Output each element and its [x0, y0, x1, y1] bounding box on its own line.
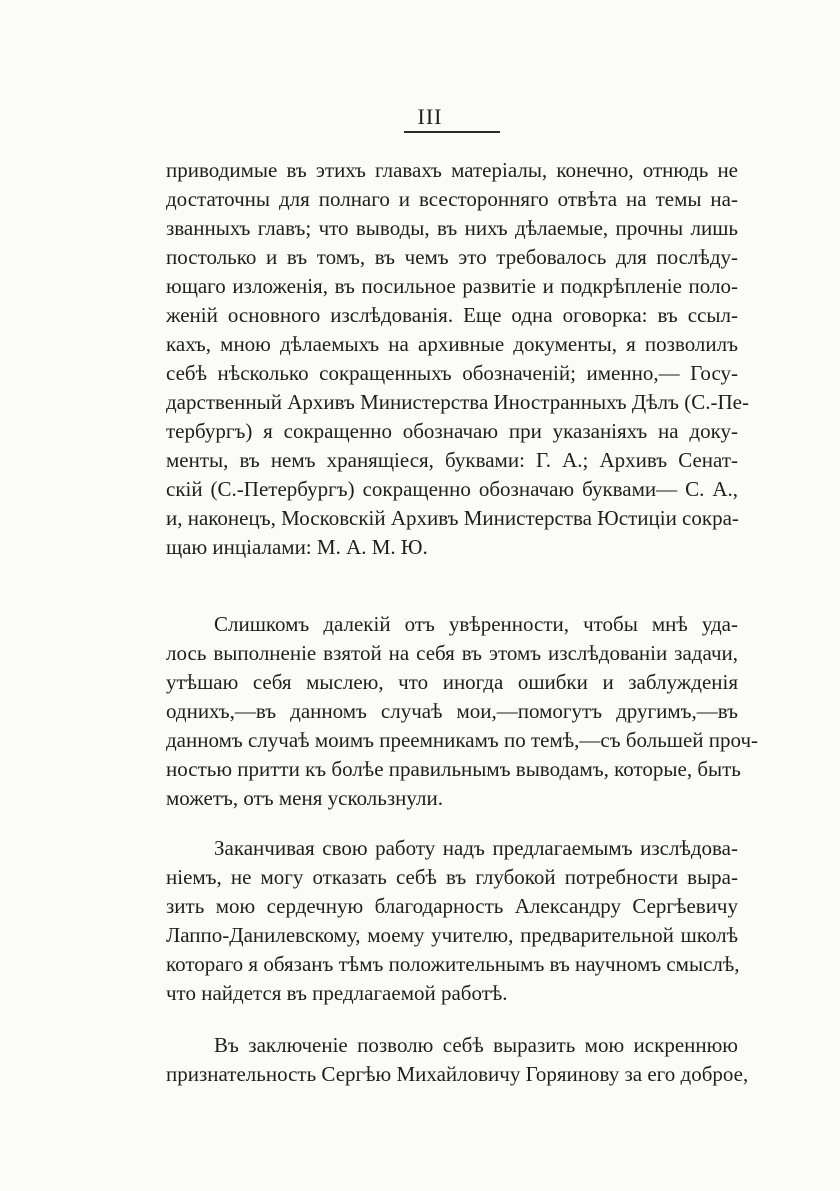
text-line: котораго я обязанъ тѣмъ положительнымъ въ научномъ смыслѣ, [166, 952, 740, 976]
text-line: что найдется въ предлагаемой работѣ. [166, 981, 508, 1005]
text-line: ностью притти къ болѣе правильнымъ выводамъ, которые, быть [166, 757, 741, 781]
text-line: постолько и въ томъ, въ чемъ это требовалось для послѣду- [166, 245, 738, 269]
text-line: признательность Сергѣю Михайловичу Горяинову за его доброе, [166, 1062, 749, 1086]
text-line: Заканчивая свою работу надъ предлагаемымъ изслѣдова- [214, 836, 738, 860]
text-line: дарственный Архивъ Министерства Иностранныхъ Дѣлъ (С.-Пе- [166, 390, 749, 414]
text-line: и, наконецъ, Московскій Архивъ Министерства Юстиціи сокра- [166, 506, 739, 530]
text-line: однихъ,—въ данномъ случаѣ мои,—помогутъ другимъ,—въ [166, 699, 738, 723]
text-line: тербургъ) я сокращенно обозначаю при указаніяхъ на доку- [166, 419, 738, 443]
text-line: себѣ нѣсколько сокращенныхъ обозначеній; именно,— Госу- [166, 361, 738, 385]
text-line: лось выполненіе взятой на себя въ этомъ изслѣдованіи задачи, [166, 641, 738, 665]
text-line: зить мою сердечную благодарность Александру Сергѣевичу [166, 894, 738, 918]
header-rule [404, 131, 500, 133]
text-line: достаточны для полнаго и всесторонняго отвѣта на темы на- [166, 187, 738, 211]
text-line: Лаппо-Данилевскому, моему учителю, предварительной школѣ [166, 923, 738, 947]
text-line: утѣшаю себя мыслею, что иногда ошибки и заблужденія [166, 670, 738, 694]
text-line: приводимые въ этихъ главахъ матеріалы, конечно, отнюдь не [166, 158, 738, 182]
text-line: женій основного изслѣдованія. Еще одна оговорка: въ ссыл- [166, 303, 738, 327]
text-line: скій (С.-Петербургъ) сокращенно обозначаю буквами— С. А., [166, 477, 738, 501]
text-line: щаю инціалами: М. А. М. Ю. [166, 535, 428, 559]
page-number: III [417, 104, 443, 129]
text-line: ніемъ, не могу отказать себѣ въ глубокой потребности выра- [166, 865, 738, 889]
text-line: кахъ, мною дѣлаемыхъ на архивные документы, я позволилъ [166, 332, 738, 356]
text-line: Слишкомъ далекій отъ увѣренности, чтобы мнѣ уда- [214, 612, 738, 636]
text-line: можетъ, отъ меня ускользнули. [166, 786, 443, 810]
text-line: менты, въ немъ хранящіеся, буквами: Г. А.; Архивъ Сенат- [166, 448, 738, 472]
text-line: ющаго изложенія, въ посильное развитіе и подкрѣпленіе поло- [166, 274, 738, 298]
text-line: Въ заключеніе позволю себѣ выразить мою искреннюю [214, 1033, 738, 1057]
text-line: данномъ случаѣ моимъ преемникамъ по темѣ,—съ большей проч- [166, 728, 759, 752]
text-line: званныхъ главъ; что выводы, въ нихъ дѣлаемые, прочны лишь [166, 216, 738, 240]
